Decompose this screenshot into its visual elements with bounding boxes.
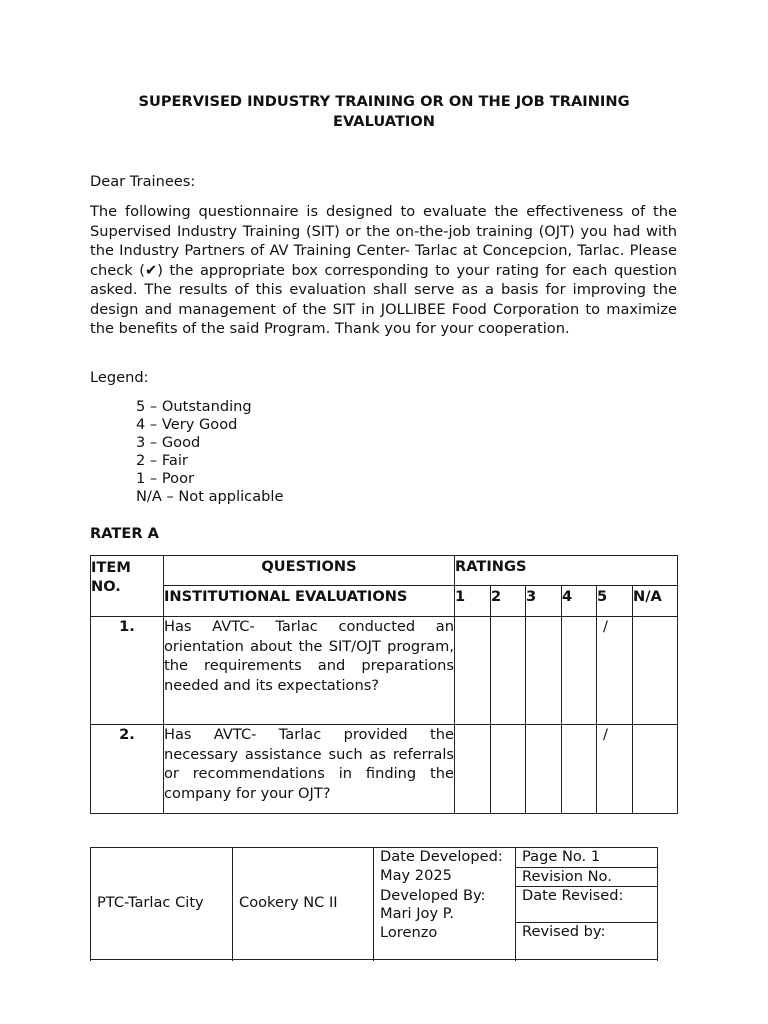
legend-item: 1 – Poor bbox=[136, 470, 194, 487]
rating-cell-4[interactable] bbox=[562, 725, 597, 814]
table-row bbox=[91, 617, 678, 725]
rating-col-header: 3 bbox=[526, 586, 562, 617]
rating-cell-1[interactable] bbox=[455, 725, 491, 814]
legend-list bbox=[136, 398, 283, 506]
question-text: Has AVTC- Tarlac conducted an orientation about the SIT/OJT program, the requirements and preparations needed and its expectations? bbox=[164, 617, 455, 725]
rating-cell-na[interactable] bbox=[633, 725, 678, 814]
salutation: Dear Trainees: bbox=[90, 173, 196, 190]
developed-by-label: Developed By: bbox=[380, 886, 486, 904]
footer-page-no: Page No. 1 bbox=[516, 848, 658, 868]
date-developed-value: May 2025 bbox=[380, 866, 452, 884]
rating-col-header: 4 bbox=[562, 586, 597, 617]
legend-item: 5 – Outstanding bbox=[136, 398, 252, 415]
footer-date-developed bbox=[374, 848, 516, 887]
rating-cell-3[interactable] bbox=[526, 725, 562, 814]
rating-col-header: 5 bbox=[597, 586, 633, 617]
legend-label: Legend: bbox=[90, 369, 149, 386]
evaluation-table bbox=[90, 555, 678, 814]
questions-header: QUESTIONS bbox=[164, 556, 455, 586]
rating-cell-4[interactable] bbox=[562, 617, 597, 725]
ratings-header: RATINGS bbox=[455, 556, 678, 586]
developed-by-value: Mari Joy P. Lorenzo bbox=[380, 905, 454, 941]
item-no-header: ITEM NO. bbox=[91, 556, 164, 617]
footer-date-revised: Date Revised: bbox=[516, 887, 658, 923]
legend-item: 3 – Good bbox=[136, 434, 201, 451]
rater-label: RATER A bbox=[90, 525, 159, 542]
question-text: Has AVTC- Tarlac provided the necessary assistance such as referrals or recommendations in finding the company for your OJT? bbox=[164, 725, 455, 814]
rating-cell-5[interactable]: / bbox=[597, 617, 633, 725]
table-row bbox=[91, 725, 678, 814]
intro-paragraph: The following questionnaire is designed to evaluate the effectiveness of the Supervised Industry Training (SIT) or the on-the-job training (OJT) you had with the Industry Partners of AV Training Center- Tarlac at Concepcion, Tarlac. Please check (✔) the appropriate box corresponding to your rating for each question asked. The results of this evaluation shall serve as a basis for improving the design and management of the SIT in JOLLIBEE Food Corporation to maximize the benefits of the said Program. Thank you for your cooperation. bbox=[90, 203, 677, 337]
rating-col-header: N/A bbox=[633, 586, 678, 617]
rating-cell-1[interactable] bbox=[455, 617, 491, 725]
rating-cell-na[interactable] bbox=[633, 617, 678, 725]
footer-institution: PTC-Tarlac City bbox=[91, 848, 233, 960]
footer-developed-by bbox=[374, 887, 516, 960]
rating-cell-5[interactable]: / bbox=[597, 725, 633, 814]
legend-item: 2 – Fair bbox=[136, 452, 188, 469]
legend-item: 4 – Very Good bbox=[136, 416, 238, 433]
item-number: 2. bbox=[91, 725, 164, 814]
footer-revised-by: Revised by: bbox=[516, 923, 658, 960]
rating-col-header: 2 bbox=[491, 586, 526, 617]
footer-qualification: Cookery NC II bbox=[233, 848, 374, 960]
rating-cell-3[interactable] bbox=[526, 617, 562, 725]
date-developed-label: Date Developed: bbox=[380, 848, 503, 865]
rating-cell-2[interactable] bbox=[491, 617, 526, 725]
document-title: SUPERVISED INDUSTRY TRAINING OR ON THE JOB TRAINING EVALUATION bbox=[138, 93, 630, 130]
document-footer bbox=[90, 847, 658, 960]
rating-cell-2[interactable] bbox=[491, 725, 526, 814]
footer-revision-no: Revision No. bbox=[516, 867, 658, 887]
legend-item: N/A – Not applicable bbox=[136, 488, 284, 505]
section-header: INSTITUTIONAL EVALUATIONS bbox=[164, 586, 455, 617]
rating-col-header: 1 bbox=[455, 586, 491, 617]
item-number: 1. bbox=[91, 617, 164, 725]
